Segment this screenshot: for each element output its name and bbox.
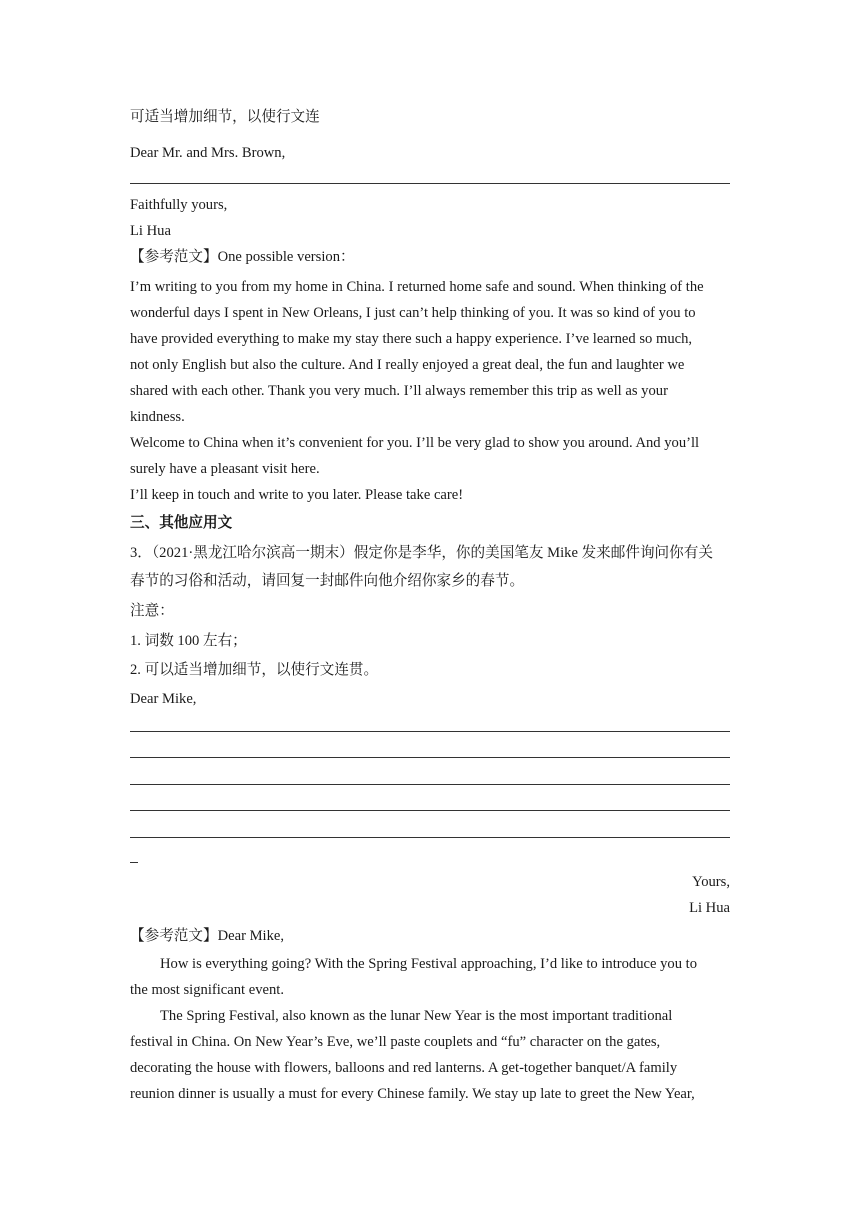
letter-closing: Faithfully yours, — [130, 197, 228, 213]
question-text: 春节的习俗和活动，请回复一封邮件向他介绍你家乡的春节。 — [130, 573, 525, 589]
answer-line-end — [130, 862, 138, 863]
question-closing: Yours, — [692, 874, 730, 890]
answer-line — [130, 757, 730, 758]
answer-line-text: the most significant event. — [130, 982, 285, 998]
essay-line: not only English but also the culture. And I really enjoyed a great deal, the fun and laughter we — [130, 357, 685, 373]
question-signature: Li Hua — [689, 900, 730, 916]
section-heading: 三、其他应用文 — [130, 515, 233, 531]
answer-line — [130, 837, 730, 838]
answer-line — [130, 784, 730, 785]
essay-line: have provided everything to make my stay there such a happy experience. I’ve learned so much, — [130, 331, 693, 347]
requirement-item: 2. 可以适当增加细节，以使行文连贯。 — [130, 662, 379, 678]
answer-salutation: Dear Mike, — [217, 928, 285, 944]
answer-line — [130, 731, 730, 732]
requirement-item: 1. 词数 100 左右； — [130, 633, 247, 649]
sample-intro: One possible version： — [217, 249, 355, 265]
answer-line — [130, 183, 730, 184]
sample-label: 【参考范文】 — [130, 249, 218, 265]
answer-line-text: festival in China. On New Year’s Eve, we’ll paste couplets and “fu” character on the gates, — [130, 1034, 661, 1050]
essay-line: surely have a pleasant visit here. — [130, 461, 320, 477]
letter-signature: Li Hua — [130, 223, 171, 239]
essay-line: I’m writing to you from my home in China. I returned home safe and sound. When thinking of the — [130, 279, 704, 295]
sample-heading — [130, 248, 730, 266]
question-text: 3．（2021·黑龙江哈尔滨高一期末）假定你是李华，你的美国笔友 Mike 发来邮件询问你有关 — [130, 545, 713, 561]
answer-line — [130, 810, 730, 811]
question-salutation: Dear Mike, — [130, 691, 197, 707]
notice-label: 注意： — [130, 603, 174, 619]
essay-line: shared with each other. Thank you very much. I’ll always remember this trip as well as your — [130, 383, 668, 399]
answer-heading — [130, 927, 730, 945]
answer-label: 【参考范文】 — [130, 928, 218, 944]
letter-salutation: Dear Mr. and Mrs. Brown, — [130, 145, 286, 161]
answer-line-text: The Spring Festival, also known as the lunar New Year is the most important traditional — [160, 1008, 673, 1024]
answer-line-text: How is everything going? With the Spring Festival approaching, I’d like to introduce you to — [160, 956, 697, 972]
essay-line: I’ll keep in touch and write to you later. Please take care! — [130, 487, 464, 503]
writing-note: 可适当增加细节，以使行文连 — [130, 109, 320, 125]
answer-line-text: reunion dinner is usually a must for every Chinese family. We stay up late to greet the New Year, — [130, 1086, 695, 1102]
essay-line: Welcome to China when it’s convenient for you. I’ll be very glad to show you around. And you’ll — [130, 435, 700, 451]
essay-line: wonderful days I spent in New Orleans, I just can’t help thinking of you. It was so kind of you to — [130, 305, 696, 321]
answer-line-text: decorating the house with flowers, balloons and red lanterns. A get-together banquet/A family — [130, 1060, 678, 1076]
essay-line: kindness. — [130, 409, 185, 425]
